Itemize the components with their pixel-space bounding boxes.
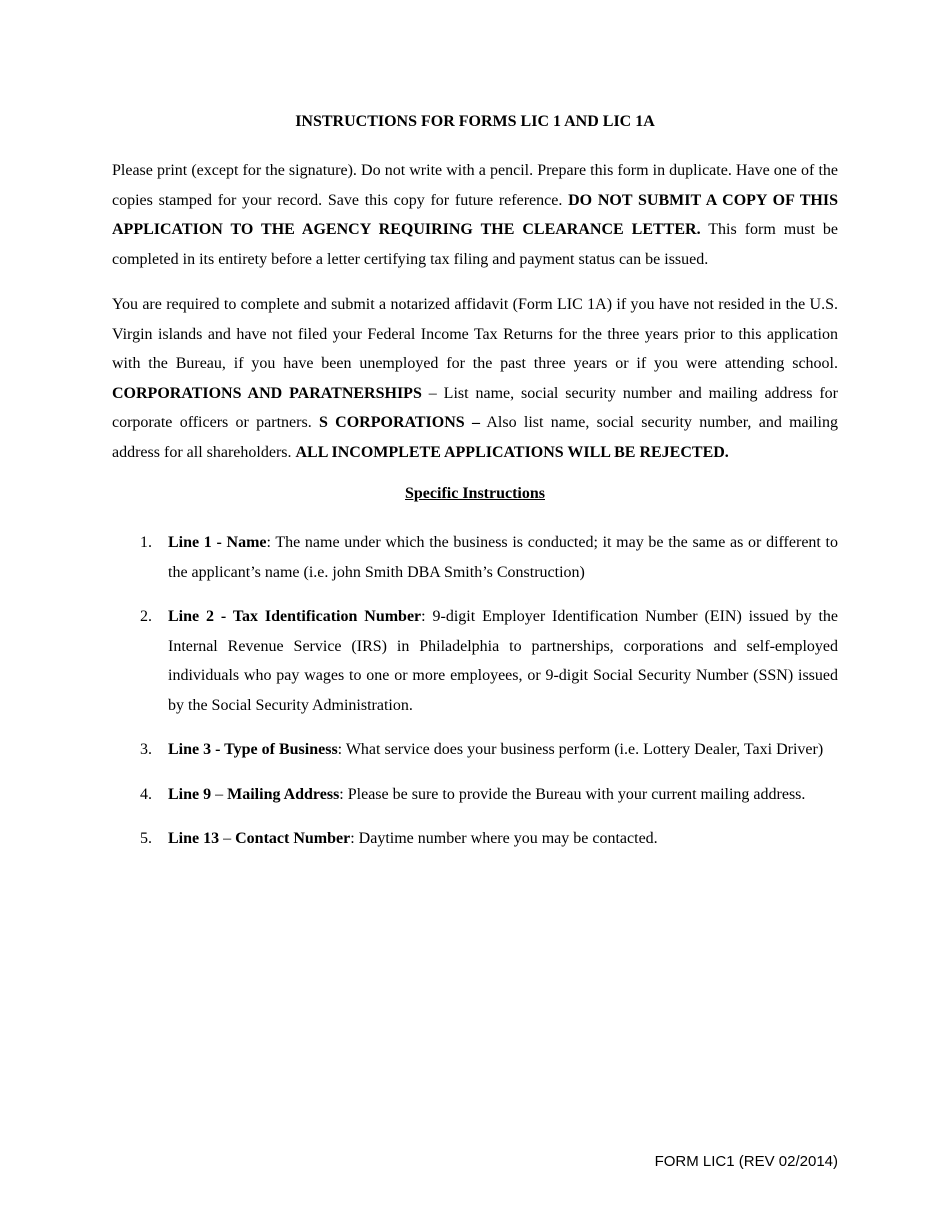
list-item-label: Line 1 - Name <box>168 534 267 551</box>
instruction-list <box>112 528 838 854</box>
s-corporations-heading: S CORPORATIONS – <box>318 414 480 431</box>
specific-instructions-heading: Specific Instructions <box>405 485 545 502</box>
list-item <box>112 735 838 765</box>
affidavit-text-2: – List name, social security number and mailing address for corporate officers or partners. <box>112 384 838 431</box>
list-item-text: : The name under which the business is conducted; it may be the same as or different to the applicant’s name (i.e. john Smith DBA Smith’s Construction) <box>168 534 838 581</box>
intro-text-1: Please print (except for the signature). Do not write with a pencil. Prepare this form in duplicate. Have one of the copies stamped for your record. Save this copy for future reference. <box>112 162 838 209</box>
list-item-separator: – <box>219 830 236 847</box>
list-item-number: 5. <box>140 830 152 847</box>
list-item-text: : Please be sure to provide the Bureau with your current mailing address. <box>339 785 806 803</box>
list-item-label-2: Contact Number <box>235 830 351 847</box>
list-item-label: Line 13 <box>168 830 220 847</box>
list-item <box>112 780 838 810</box>
list-item-label: Line 2 - Tax Identification Number <box>168 608 422 625</box>
list-item-text: : 9-digit Employer Identification Number (EIN) issued by the Internal Revenue Service (IRS) in Philadelphia to partnerships, corporations and self-employed individuals who pay wages to one or more employees, or 9-digit Social Security Number (SSN) issued by the Social Security Administration. <box>168 608 839 714</box>
intro-text-2: This form must be completed in its entirety before a letter certifying tax filing and payment status can be issued. <box>112 221 838 268</box>
list-item-number: 1. <box>140 534 152 551</box>
intro-paragraph <box>112 156 838 274</box>
list-item-number: 4. <box>140 785 152 803</box>
list-item-label-2: Mailing Address <box>227 785 340 803</box>
list-item-separator: – <box>211 785 228 803</box>
list-item-label: Line 3 - Type of Business <box>168 741 338 758</box>
document-page <box>112 111 838 869</box>
list-item-text: : Daytime number where you may be contacted. <box>350 830 658 847</box>
list-item-label: Line 9 <box>168 785 212 803</box>
corporations-heading: CORPORATIONS AND PARATNERSHIPS <box>112 384 422 402</box>
list-item-number: 3. <box>140 741 152 758</box>
list-item-number: 2. <box>140 608 152 625</box>
affidavit-text-1: You are required to complete and submit a notarized affidavit (Form LIC 1A) if you have not resided in the U.S. Virgin islands and have not filed your Federal Income Tax Returns for the three years prior to this application with the Bureau, if you have been unemployed for the past three years or if you were attending school. <box>112 296 838 372</box>
list-item <box>112 528 838 587</box>
list-item-text: : What service does your business perform (i.e. Lottery Dealer, Taxi Driver) <box>337 741 824 758</box>
list-item <box>112 824 838 854</box>
affidavit-paragraph <box>112 290 838 467</box>
list-item <box>112 602 838 720</box>
affidavit-text-3: Also list name, social security number, and mailing address for all shareholders. <box>112 414 838 461</box>
document-title: INSTRUCTIONS FOR FORMS LIC 1 AND LIC 1A <box>295 113 655 130</box>
intro-bold-warning: DO NOT SUBMIT A COPY OF THIS APPLICATION TO THE AGENCY REQUIRING THE CLEARANCE LETTER. <box>112 191 838 238</box>
form-revision-footer: FORM LIC1 (REV 02/2014) <box>654 1153 838 1170</box>
rejection-warning: ALL INCOMPLETE APPLICATIONS WILL BE REJECTED. <box>295 443 729 461</box>
